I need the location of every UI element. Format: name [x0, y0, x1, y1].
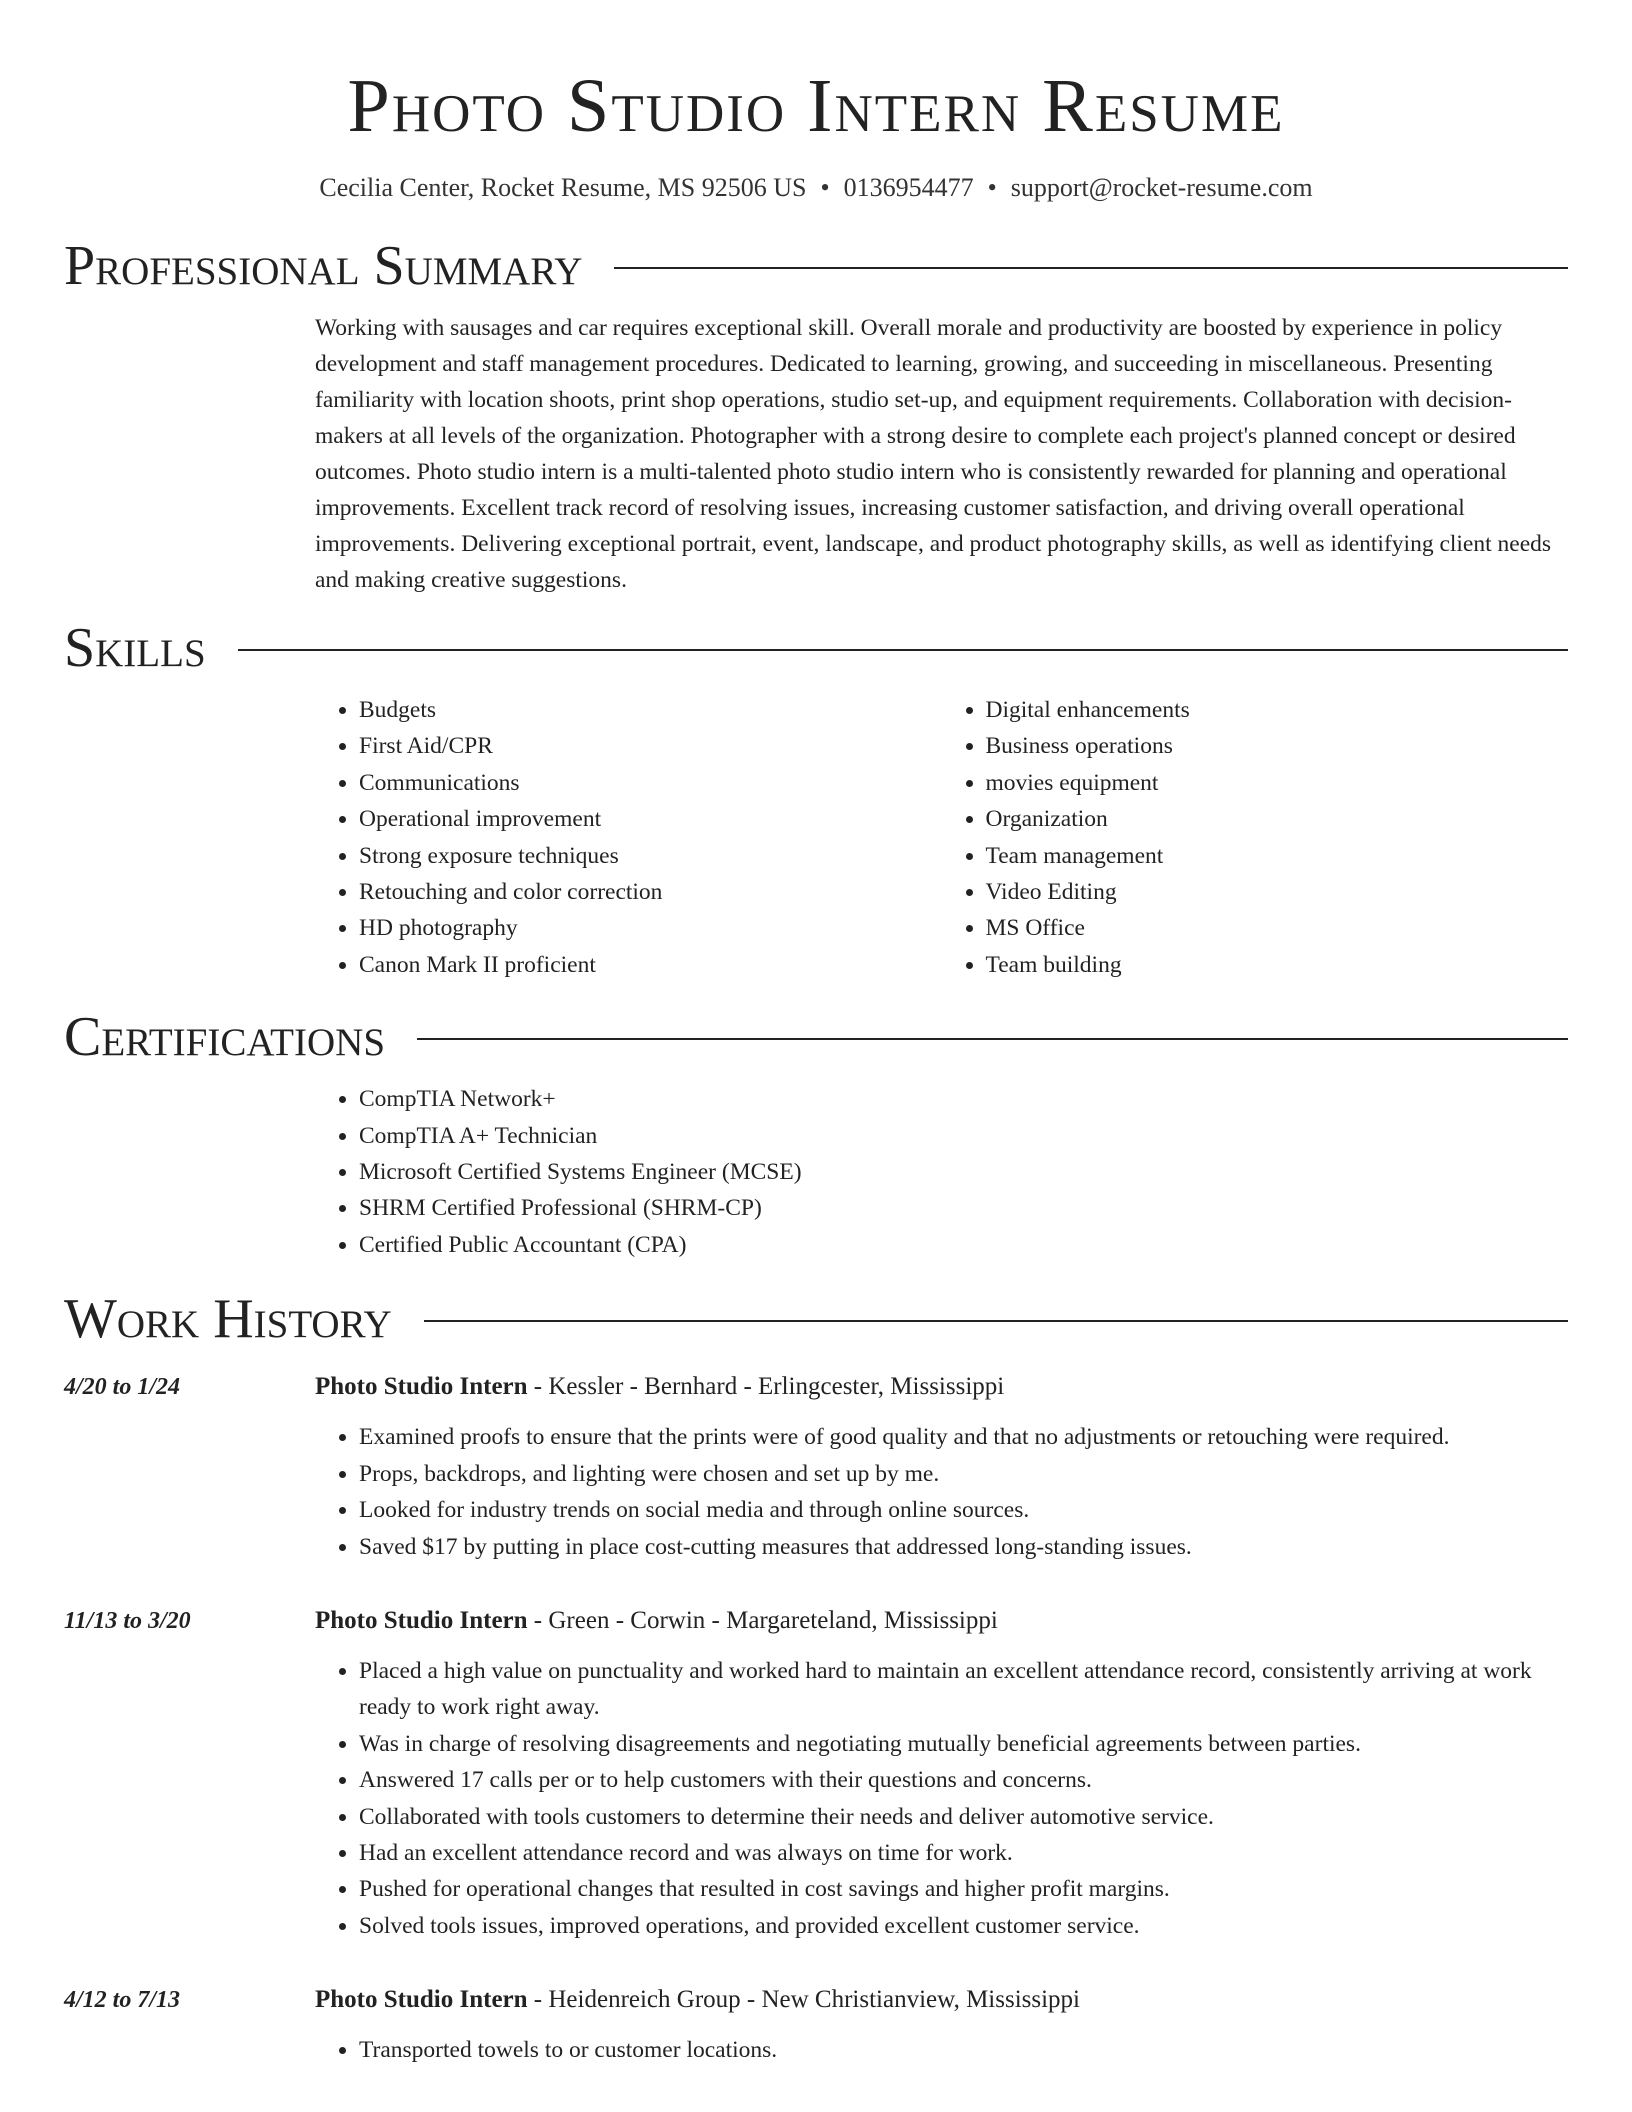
- summary-section-header: [64, 234, 1568, 298]
- job-duty: • Props, backdrops, and lighting were chosen and set up by me.: [359, 1456, 1568, 1492]
- certification-item: • CompTIA Network+: [359, 1081, 1568, 1117]
- skill-item: • Team building: [986, 947, 1569, 983]
- skill-item: • Budgets: [359, 692, 942, 728]
- section-divider: [238, 649, 1568, 651]
- job-entry: [64, 1603, 1568, 1944]
- job-duties: [315, 1653, 1568, 1944]
- job-body: [315, 1369, 1568, 1565]
- job-title: Photo Studio Intern: [315, 1606, 528, 1634]
- skill-item: • Communications: [359, 765, 942, 801]
- skill-item: • movies equipment: [986, 765, 1569, 801]
- skills-list: [315, 692, 1568, 983]
- job-duty: • Examined proofs to ensure that the prints were of good quality and that no adjustments or retouching were required.: [359, 1419, 1568, 1455]
- skill-item: • Team management: [986, 838, 1569, 874]
- contact-email: support@rocket-resume.com: [1010, 173, 1313, 202]
- job-duties: [315, 2032, 1568, 2068]
- skill-item: • Strong exposure techniques: [359, 838, 942, 874]
- skill-item: • HD photography: [359, 910, 942, 946]
- section-divider: [614, 267, 1568, 269]
- job-company: - Kessler - Bernhard - Erlingcester, Mississippi: [527, 1373, 1005, 1401]
- section-divider: [417, 1038, 1568, 1040]
- skill-item: • Operational improvement: [359, 801, 942, 837]
- job-header: [315, 1603, 1568, 1639]
- contact-phone: 0136954477: [843, 173, 974, 202]
- job-dates: 4/20 to 1/24: [64, 1374, 181, 1401]
- job-entry: [64, 1982, 1568, 2068]
- contact-address: Cecilia Center, Rocket Resume, MS 92506 US: [319, 173, 807, 202]
- job-company: - Green - Corwin - Margareteland, Mississippi: [527, 1606, 998, 1634]
- skills-column-left: [315, 692, 942, 983]
- job-duty: • Solved tools issues, improved operations, and provided excellent customer service.: [359, 1908, 1568, 1944]
- certifications-list: [315, 1081, 1568, 1263]
- resume-page: [64, 0, 1568, 2069]
- skills-heading: Skills: [64, 617, 206, 679]
- job-body: [315, 1603, 1568, 1944]
- skills-column-right: [942, 692, 1569, 983]
- job-header: [315, 1982, 1568, 2018]
- skills-section-header: [64, 616, 1568, 680]
- certification-item: • Certified Public Accountant (CPA): [359, 1227, 1568, 1263]
- summary-heading: Professional Summary: [64, 235, 583, 297]
- job-company: - Heidenreich Group - New Christianview, Mississippi: [527, 1986, 1081, 2014]
- certification-item: • CompTIA A+ Technician: [359, 1118, 1568, 1154]
- job-header: [315, 1369, 1568, 1405]
- job-duty: • Placed a high value on punctuality and worked hard to maintain an excellent attendance record, consistently arriving at work ready to work right away.: [359, 1653, 1568, 1726]
- skill-item: • Digital enhancements: [986, 692, 1569, 728]
- section-divider: [424, 1320, 1568, 1322]
- certification-item: • SHRM Certified Professional (SHRM-CP): [359, 1190, 1568, 1226]
- certifications-heading: Certifications: [64, 1006, 386, 1069]
- job-duties: [315, 1419, 1568, 1565]
- job-title: Photo Studio Intern: [315, 1986, 528, 2014]
- job-title: Photo Studio Intern: [315, 1373, 528, 1401]
- certifications-bullets: [315, 1081, 1568, 1263]
- skill-item: • Retouching and color correction: [359, 874, 942, 910]
- skill-item: • Business operations: [986, 728, 1569, 764]
- job-body: [315, 1982, 1568, 2068]
- job-duty: • Saved $17 by putting in place cost-cutting measures that addressed long-standing issues.: [359, 1529, 1568, 1565]
- job-duty: • Was in charge of resolving disagreements and negotiating mutually beneficial agreements between parties.: [359, 1726, 1568, 1762]
- certification-item: • Microsoft Certified Systems Engineer (MCSE): [359, 1154, 1568, 1190]
- job-duty: • Looked for industry trends on social media and through online sources.: [359, 1492, 1568, 1528]
- skill-item: • Canon Mark II proficient: [359, 947, 942, 983]
- contact-separator: •: [820, 173, 830, 202]
- job-duty: • Answered 17 calls per or to help customers with their questions and concerns.: [359, 1762, 1568, 1798]
- job-duty: • Pushed for operational changes that resulted in cost savings and higher profit margins.: [359, 1871, 1568, 1907]
- contact-separator: •: [987, 173, 997, 202]
- job-dates: 11/13 to 3/20: [64, 1607, 191, 1634]
- contact-line: [64, 172, 1568, 204]
- skill-item: • Organization: [986, 801, 1569, 837]
- skill-item: • First Aid/CPR: [359, 728, 942, 764]
- job-dates: 4/12 to 7/13: [64, 1987, 181, 2014]
- certifications-section-header: [64, 1005, 1568, 1069]
- skill-item: • Video Editing: [986, 874, 1569, 910]
- work-history-section-header: [64, 1287, 1568, 1351]
- summary-text: Working with sausages and car requires exceptional skill. Overall morale and productivity are boosted by experience in policy development and staff management procedures. Dedicated to learning, growing, and succeeding in miscellaneous. Presenting familiarity with location shoots, print shop operations, studio set-up, and equipment requirements. Collaboration with decision-makers at all levels of the organization. Photographer with a strong desire to complete each project's planned concept or desired outcomes. Photo studio intern is a multi-talented photo studio intern who is consistently rewarded for planning and operational improvements. Excellent track record of resolving issues, increasing customer satisfaction, and driving overall operational improvements. Delivering exceptional portrait, event, landscape, and product photography skills, as well as identifying client needs and making creative suggestions.: [315, 315, 1552, 593]
- job-duty: • Transported towels to or customer locations.: [359, 2032, 1568, 2068]
- job-entry: [64, 1369, 1568, 1565]
- work-history-heading: Work History: [64, 1288, 392, 1351]
- page-title: Photo Studio Intern Resume: [347, 64, 1285, 148]
- job-duty: • Had an excellent attendance record and was always on time for work.: [359, 1835, 1568, 1871]
- job-duty: • Collaborated with tools customers to determine their needs and deliver automotive service.: [359, 1799, 1568, 1835]
- skill-item: • MS Office: [986, 910, 1569, 946]
